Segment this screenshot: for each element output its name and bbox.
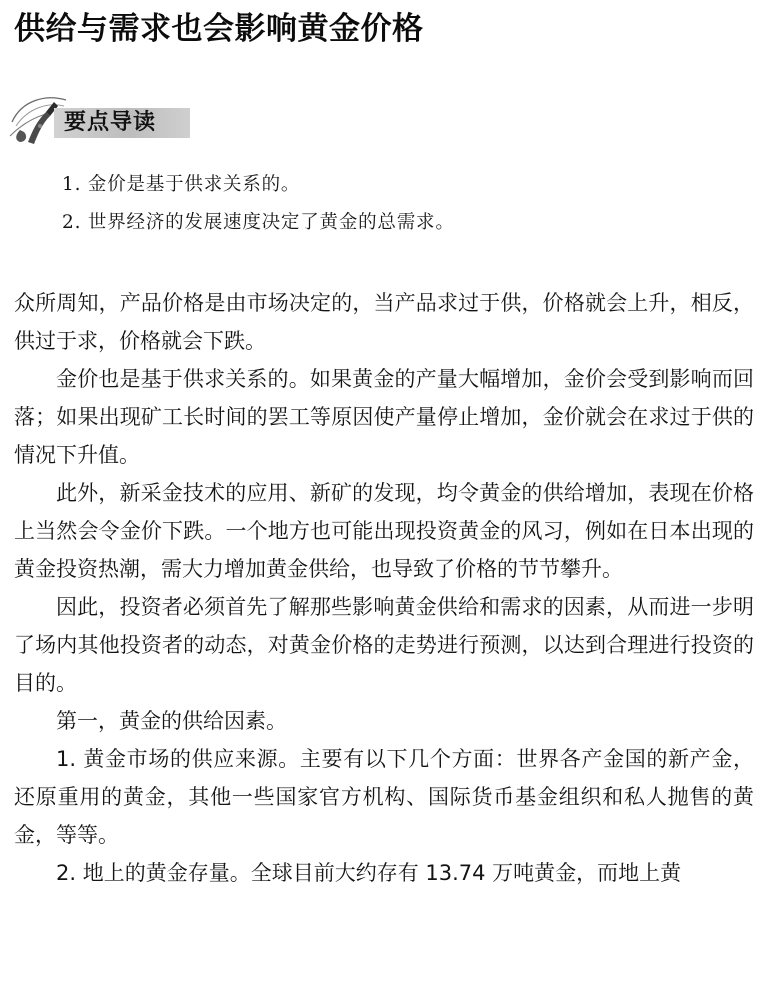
section-header [6,92,206,148]
page-title: 供给与需求也会影响黄金价格 [14,11,424,47]
key-point-2: 2. 世界经济的发展速度决定了黄金的总需求。 [62,212,455,233]
paragraph-7: 2. 地上的黄金存量。全球目前大约存有 13.74 万吨黄金，而地上黄 [56,861,682,885]
paragraph-6: 1. 黄金市场的供应来源。主要有以下几个方面：世界各产金国的新产金，还原重用的黄金，其他一些国家官方机构、国际货币基金组织和私人抛售的黄金，等等。 [14,747,754,847]
key-points-list [62,166,455,242]
paragraph-1: 众所周知，产品价格是由市场决定的，当产品求过于供，价格就会上升，相反，供过于求，价格就会下跌。 [14,291,754,353]
paragraph-5: 第一，黄金的供给因素。 [56,709,287,733]
paragraph-3: 此外，新采金技术的应用、新矿的发现，均令黄金的供给增加，表现在价格上当然会令金价下跌。一个地方也可能出现投资黄金的风习，例如在日本出现的黄金投资热潮，需大力增加黄金供给，也导致了价格的节节攀升。 [14,481,754,581]
body-text [14,284,754,892]
paragraph-4: 因此，投资者必须首先了解那些影响黄金供给和需求的因素，从而进一步明了场内其他投资者的动态，对黄金价格的走势进行预测，以达到合理进行投资的目的。 [14,595,754,695]
section-label: 要点导读 [64,110,157,135]
paragraph-2: 金价也是基于供求关系的。如果黄金的产量大幅增加，金价会受到影响而回落；如果出现矿工长时间的罢工等原因使产量停止增加，金价就会在求过于供的情况下升值。 [14,367,754,467]
key-point-1: 1. 金价是基于供求关系的。 [62,174,301,195]
